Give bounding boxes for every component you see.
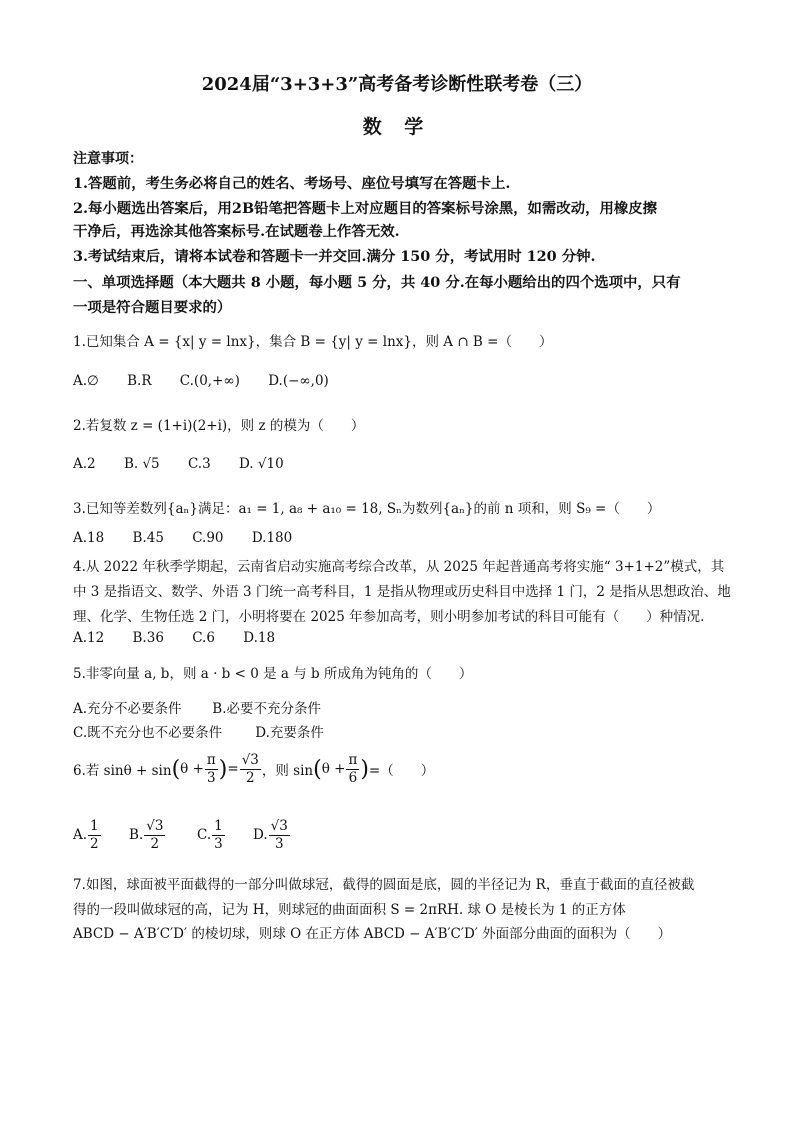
question-6 bbox=[73, 752, 434, 787]
paren-close: ) bbox=[218, 756, 228, 782]
question-1: 1.已知集合 A = {x| y = lnx}，集合 B = {y| y = lnx}，则 A ∩ B =（ ） bbox=[73, 334, 553, 350]
notes-heading: 注意事项： bbox=[73, 151, 143, 167]
question-7-line-3: ABCD − A′B′C′D′ 的棱切球，则球 O 在正方体 ABCD − A′B′C′D′ 外面部分曲面的面积为（ ） bbox=[73, 926, 672, 942]
question-7-line-1: 7.如图，球面被平面截得的一部分叫做球冠，截得的圆面是底，圆的半径记为 R，垂直于截面的直径被截 bbox=[73, 877, 695, 893]
question-5: 5.非零向量 a, b，则 a · b < 0 是 a 与 b 所成角为钝角的（ ） bbox=[73, 666, 473, 682]
question-2: 2.若复数 z = (1+i)(2+i)，则 z 的模为（ ） bbox=[73, 418, 365, 434]
paren-open: ( bbox=[171, 756, 181, 782]
choice-d: D.充要条件 bbox=[255, 725, 324, 741]
note-item-2: 2.每小题选出答案后，用2B铅笔把答题卡上对应题目的答案标号涂黑，如需改动，用橡皮擦 bbox=[73, 200, 658, 217]
fraction-root3-over-2: $\frac{√3}{2}$ bbox=[241, 752, 259, 786]
choice-a: A.充分不必要条件 bbox=[73, 701, 182, 717]
exam-title: 2024届“3+3+3”高考备考诊断性联考卷（三） bbox=[201, 74, 593, 95]
question-7-line-2: 得的一段叫做球冠的高，记为 H，则球冠的曲面面积 S = 2πRH. 球 O 是棱长为 1 的正方体 bbox=[73, 902, 626, 918]
choice-b: B.R bbox=[127, 373, 152, 389]
note-item-3: 3.考试结束后，请将本试卷和答题卡一并交回.满分 150 分，考试用时 120 分钟. bbox=[73, 248, 596, 265]
choice-d: D.(−∞,0) bbox=[268, 373, 329, 389]
fraction-pi-over-6: $\frac{\pi}{6}$ bbox=[348, 752, 358, 786]
question-5-choices-row-1 bbox=[73, 697, 321, 717]
note-item-1: 1.答题前，考生务必将自己的姓名、考场号、座位号填写在答题卡上. bbox=[73, 175, 511, 192]
choice-b: B.必要不充分条件 bbox=[212, 701, 322, 717]
note-item-2-cont: 干净后，再选涂其他答案标号.在试题卷上作答无效. bbox=[73, 223, 400, 240]
choice-a: A.∅ bbox=[73, 373, 99, 389]
question-6-choices bbox=[73, 818, 291, 853]
question-1-choices bbox=[73, 373, 353, 389]
question-4-line-2: 中 3 是指语文、数学、外语 3 门统一高考科目，1 是指从物理或历史科目中选择 1 门，2 是指从思想政治、地 bbox=[73, 584, 731, 600]
paren-close: ) bbox=[360, 756, 369, 782]
choice-c: C.3 bbox=[187, 456, 211, 472]
q6-suffix: =（ ） bbox=[368, 763, 435, 780]
choice-a: A.2 bbox=[73, 456, 96, 472]
question-2-choices bbox=[73, 456, 308, 472]
choice-b: B. √5 bbox=[123, 456, 160, 472]
q6-arg2: θ + bbox=[321, 761, 346, 778]
q6-equals: = bbox=[227, 761, 239, 778]
q6-mid: ，则 sin bbox=[261, 763, 314, 780]
question-3-choices bbox=[73, 530, 316, 546]
choice-d: D.18 bbox=[243, 630, 276, 646]
section-heading-cont: 一项是符合题目要求的） bbox=[73, 299, 232, 316]
subject-title: 数 学 bbox=[362, 116, 432, 138]
q6-prefix: 6.若 sinθ + sin bbox=[73, 763, 172, 780]
question-3: 3.已知等差数列{aₙ}满足：a₁ = 1, a₈ + a₁₀ = 18, Sₙ为数列{aₙ}的前 n 项和，则 S₉ =（ ） bbox=[73, 501, 661, 517]
choice-a: A. $\frac{1}{2}$ bbox=[73, 818, 99, 852]
paren-open: ( bbox=[313, 756, 322, 782]
question-5-choices-row-2 bbox=[73, 721, 324, 741]
choice-c: C.6 bbox=[192, 630, 215, 646]
choice-d: D. $\frac{√3}{3}$ bbox=[253, 818, 288, 852]
choice-a: A.18 bbox=[73, 530, 105, 546]
choice-d: D.180 bbox=[251, 530, 293, 546]
question-4-choices bbox=[73, 630, 299, 646]
choice-a: A.12 bbox=[73, 630, 105, 646]
choice-d: D. √10 bbox=[238, 456, 284, 472]
choice-c: C.90 bbox=[192, 530, 224, 546]
question-4-line-1: 4.从 2022 年秋季学期起，云南省启动实施高考综合改革，从 2025 年起普通高考将实施“ 3+1+2”模式，其 bbox=[73, 559, 725, 575]
choice-c: C. $\frac{1}{3}$ bbox=[197, 818, 223, 852]
choice-b: B.36 bbox=[132, 630, 164, 646]
q6-arg1: θ + bbox=[180, 761, 204, 778]
section-heading: 一、单项选择题（本大题共 8 小题，每小题 5 分，共 40 分.在每小题给出的四个选项中，只有 bbox=[73, 274, 681, 291]
choice-c: C.(0,+∞) bbox=[179, 373, 240, 389]
choice-b: B. $\frac{√3}{2}$ bbox=[129, 818, 164, 852]
fraction-pi-over-3: $\frac{\pi}{3}$ bbox=[206, 752, 216, 786]
choice-b: B.45 bbox=[132, 530, 164, 546]
choice-c: C.既不充分也不必要条件 bbox=[73, 725, 223, 741]
question-4-line-3: 理、化学、生物任选 2 门，小明将要在 2025 年参加高考，则小明参加考试的科目可能有（ ）种情况. bbox=[73, 609, 705, 625]
